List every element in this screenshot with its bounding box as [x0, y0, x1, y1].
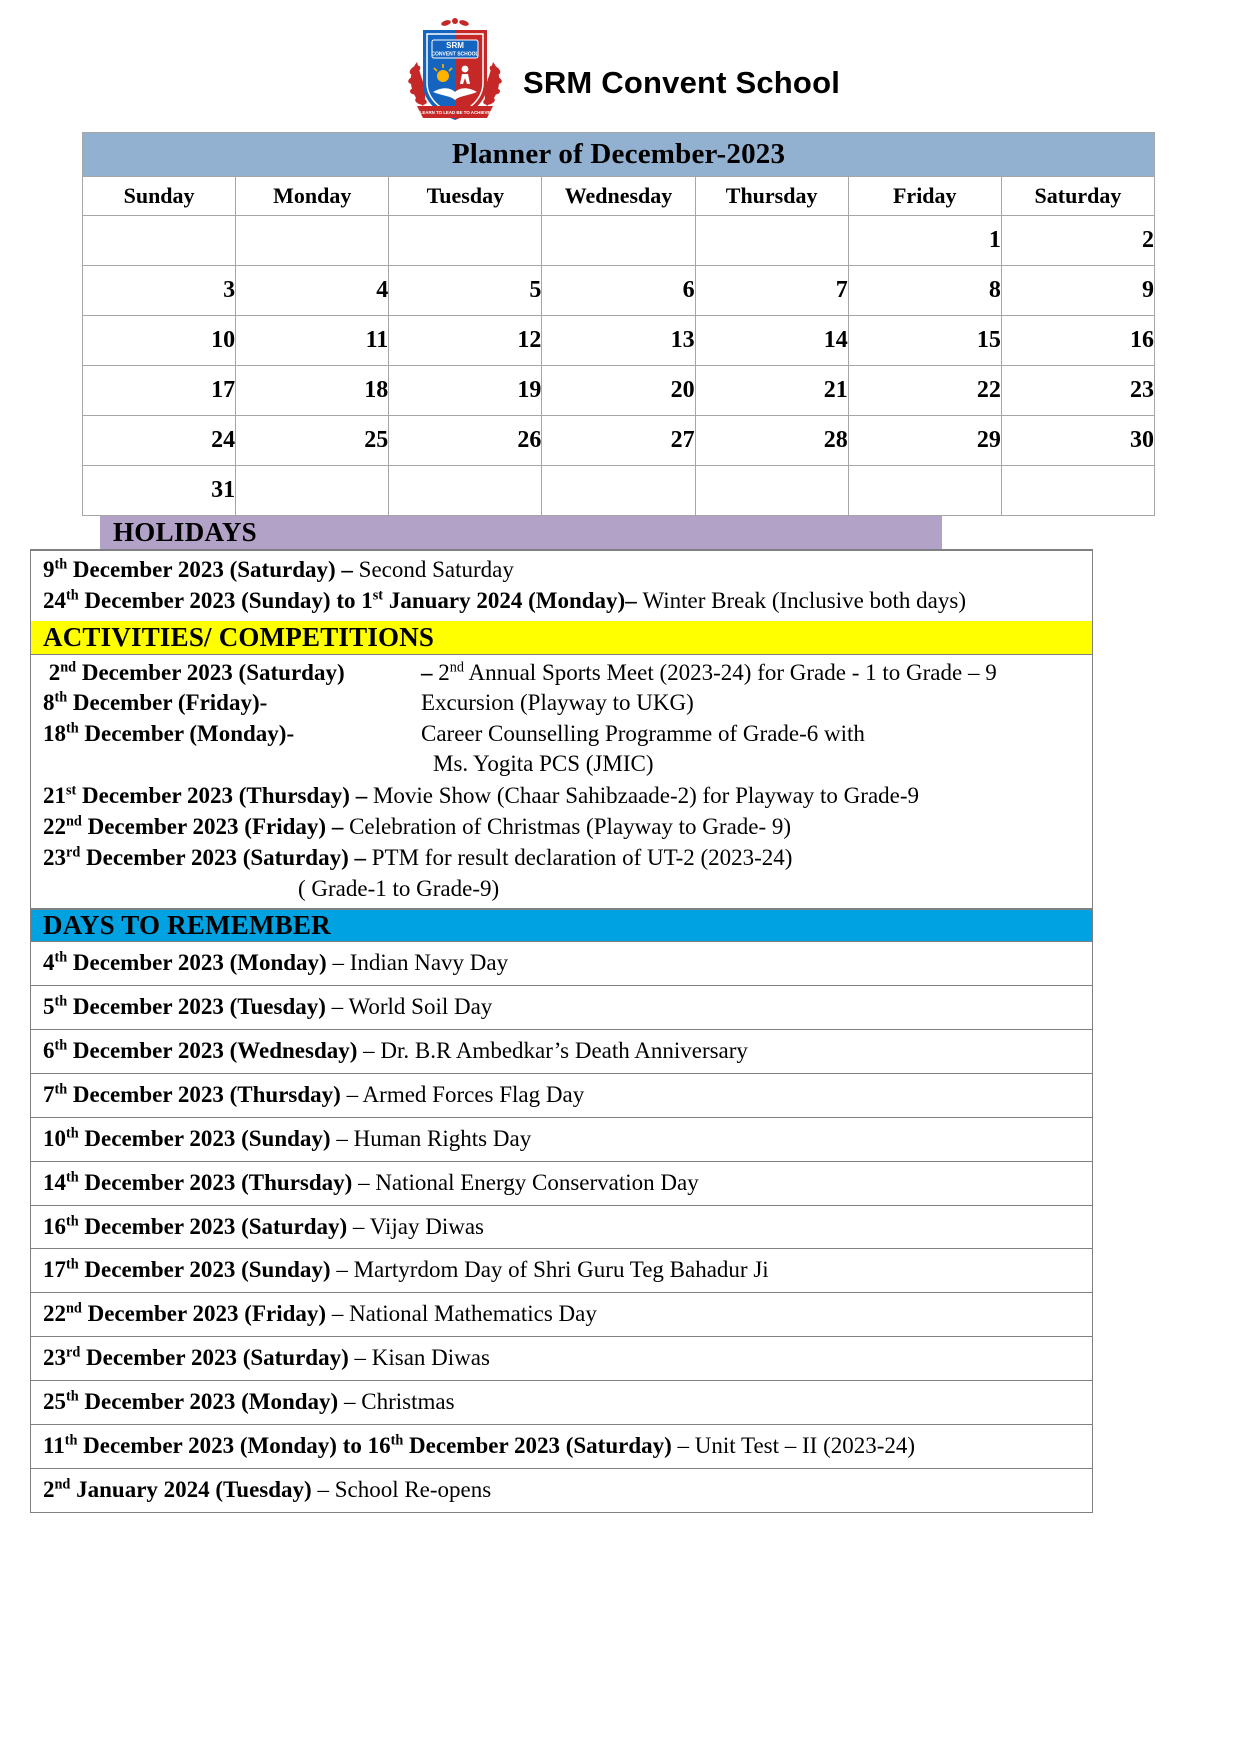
day-to-remember-row [31, 942, 1092, 985]
calendar-day-cell-empty[interactable] [695, 216, 848, 266]
day-to-remember-separator: – [326, 950, 350, 976]
day-to-remember-separator: – [330, 1257, 354, 1283]
calendar-day-cell[interactable]: 25 [236, 416, 389, 466]
calendar-day-cell[interactable]: 12 [389, 316, 542, 366]
day-to-remember-row [31, 1205, 1092, 1249]
activity-item: 23rd December 2023 (Saturday) – PTM for result declaration of UT-2 (2023-24) [43, 844, 793, 871]
day-to-remember-name: Indian Navy Day [349, 950, 509, 976]
calendar-day-cell-empty[interactable] [542, 466, 695, 516]
day-to-remember-date: 23rd December 2023 (Saturday) [43, 1344, 349, 1371]
holidays-heading: HOLIDAYS [100, 516, 942, 549]
day-to-remember-separator: – [325, 994, 349, 1020]
calendar-week-row [83, 466, 1155, 516]
activity-item: 2nd December 2023 (Saturday) – 2nd Annual Sports Meet (2023-24) for Grade - 1 to Grade – 9 [48, 658, 997, 685]
holidays-list [31, 551, 1092, 621]
calendar-weekday-header: Saturday [1001, 177, 1154, 216]
day-to-remember-separator: – [317, 1476, 335, 1502]
school-crest-logo [401, 14, 509, 126]
day-to-remember-name: Martyrdom Day of Shri Guru Teg Bahadur Ji [353, 1257, 769, 1283]
calendar-day-cell[interactable]: 29 [848, 416, 1001, 466]
calendar-day-cell[interactable]: 14 [695, 316, 848, 366]
calendar-day-cell[interactable]: 21 [695, 366, 848, 416]
svg-text:CONVENT SCHOOL: CONVENT SCHOOL [431, 51, 479, 58]
calendar-title-row [83, 133, 1155, 177]
calendar-day-cell[interactable]: 15 [848, 316, 1001, 366]
day-to-remember-row [31, 1380, 1092, 1424]
calendar-day-cell[interactable]: 22 [848, 366, 1001, 416]
day-to-remember-row [31, 985, 1092, 1029]
day-to-remember-name: World Soil Day [348, 994, 493, 1020]
calendar-day-cell[interactable]: 6 [542, 266, 695, 316]
calendar-day-cell[interactable]: 5 [389, 266, 542, 316]
day-to-remember-name: School Re-opens [334, 1476, 492, 1502]
day-to-remember-name: Christmas [361, 1389, 455, 1415]
calendar-day-cell-empty[interactable] [848, 466, 1001, 516]
calendar-day-cell[interactable]: 9 [1001, 266, 1154, 316]
day-to-remember-date: 10th December 2023 (Sunday) [43, 1125, 331, 1151]
day-to-remember-separator: – [330, 1125, 354, 1151]
calendar-day-cell-empty[interactable] [542, 216, 695, 266]
day-to-remember-date: 16th December 2023 (Saturday) [43, 1212, 348, 1239]
calendar-weekday-header: Sunday [83, 177, 236, 216]
calendar-week-row [83, 266, 1155, 316]
calendar-weekday-header: Friday [848, 177, 1001, 216]
activity-item-continuation: ( Grade-1 to Grade-9) [298, 875, 500, 901]
calendar-day-cell[interactable]: 10 [83, 316, 236, 366]
calendar-weekday-header: Tuesday [389, 177, 542, 216]
calendar-day-cell-empty[interactable] [389, 466, 542, 516]
day-to-remember-date: 11th December 2023 (Monday) to 16th December 2023 (Saturday) [43, 1432, 678, 1459]
day-to-remember-separator: – [352, 1169, 376, 1195]
calendar-week-row [83, 416, 1155, 466]
calendar-day-cell[interactable]: 24 [83, 416, 236, 466]
day-to-remember-separator: – [340, 1081, 363, 1107]
day-to-remember-name: Kisan Diwas [371, 1345, 490, 1371]
day-to-remember-row [31, 1073, 1092, 1117]
calendar-day-cell[interactable]: 11 [236, 316, 389, 366]
svg-text:SRM: SRM [446, 41, 464, 50]
day-to-remember-date: 22nd December 2023 (Friday) [43, 1300, 327, 1327]
calendar-day-cell-empty[interactable] [236, 216, 389, 266]
day-to-remember-name: National Mathematics Day [349, 1301, 597, 1327]
activities-heading: ACTIVITIES/ COMPETITIONS [31, 621, 1092, 655]
school-header [0, 0, 1241, 132]
day-to-remember-name: Unit Test – II (2023-24) [694, 1433, 916, 1459]
day-to-remember-name: National Energy Conservation Day [375, 1169, 699, 1195]
calendar-day-cell-empty[interactable] [1001, 466, 1154, 516]
day-to-remember-separator: – [677, 1433, 695, 1459]
day-to-remember-row [31, 1468, 1092, 1512]
day-to-remember-separator: – [338, 1389, 362, 1415]
calendar-weekday-header: Monday [236, 177, 389, 216]
calendar-weekday-row [83, 177, 1155, 216]
day-to-remember-date: 25th December 2023 (Monday) [43, 1388, 339, 1415]
calendar-day-cell[interactable]: 23 [1001, 366, 1154, 416]
calendar-day-cell[interactable]: 13 [542, 316, 695, 366]
day-to-remember-date: 6th December 2023 (Wednesday) [43, 1037, 358, 1063]
activity-item-continuation: Ms. Yogita PCS (JMIC) [433, 751, 654, 777]
activity-item: 22nd December 2023 (Friday) – Celebration of Christmas (Playway to Grade- 9) [43, 813, 792, 840]
day-to-remember-row [31, 1424, 1092, 1468]
day-to-remember-name: Vijay Diwas [369, 1213, 485, 1239]
day-to-remember-date: 2nd January 2024 (Tuesday) [43, 1476, 318, 1502]
calendar-day-cell[interactable]: 26 [389, 416, 542, 466]
day-to-remember-row [31, 1161, 1092, 1205]
day-to-remember-row [31, 1292, 1092, 1336]
calendar-title: Planner of December-2023 [83, 133, 1155, 177]
calendar-day-cell-empty[interactable] [83, 216, 236, 266]
calendar-day-cell[interactable]: 7 [695, 266, 848, 316]
day-to-remember-name: Armed Forces Flag Day [362, 1081, 585, 1107]
calendar-week-row [83, 366, 1155, 416]
calendar-weekday-header: Thursday [695, 177, 848, 216]
day-to-remember-date: 14th December 2023 (Thursday) [43, 1169, 353, 1195]
calendar-day-cell[interactable]: 18 [236, 366, 389, 416]
calendar-day-cell[interactable]: 8 [848, 266, 1001, 316]
calendar-day-cell[interactable]: 19 [389, 366, 542, 416]
calendar-day-cell-empty[interactable] [389, 216, 542, 266]
days-to-remember-list [31, 942, 1092, 1512]
calendar-day-cell[interactable]: 3 [83, 266, 236, 316]
days-to-remember-heading: DAYS TO REMEMBER [31, 908, 1092, 942]
calendar-day-cell[interactable]: 1 [848, 216, 1001, 266]
holidays-box [30, 549, 1093, 1513]
day-to-remember-separator: – [326, 1301, 350, 1327]
calendar-day-cell[interactable]: 16 [1001, 316, 1154, 366]
school-name: SRM Convent School [522, 65, 841, 100]
calendar-day-cell[interactable]: 30 [1001, 416, 1154, 466]
day-to-remember-separator: – [357, 1038, 381, 1063]
calendar-day-cell[interactable]: 31 [83, 466, 236, 516]
calendar-day-cell[interactable]: 20 [542, 366, 695, 416]
calendar-day-cell-empty[interactable] [236, 466, 389, 516]
calendar-day-cell[interactable]: 27 [542, 416, 695, 466]
calendar-weekday-header: Wednesday [542, 177, 695, 216]
day-to-remember-row [31, 1117, 1092, 1161]
svg-text:LEARN TO LEAD BE TO ACHIEVE: LEARN TO LEAD BE TO ACHIEVE [419, 110, 491, 115]
day-to-remember-date: 4th December 2023 (Monday) [43, 949, 327, 976]
day-to-remember-name: Human Rights Day [353, 1125, 532, 1151]
day-to-remember-row [31, 1336, 1092, 1380]
calendar-day-cell[interactable]: 4 [236, 266, 389, 316]
activity-item: 21st December 2023 (Thursday) – Movie Show (Chaar Sahibzaade-2) for Playway to Grade-9 [43, 782, 920, 808]
calendar-container [0, 132, 1241, 516]
calendar-week-row [83, 216, 1155, 266]
day-to-remember-date: 7th December 2023 (Thursday) [43, 1081, 341, 1107]
day-to-remember-date: 17th December 2023 (Sunday) [43, 1256, 331, 1283]
calendar-week-row [83, 316, 1155, 366]
activity-item: 8th December (Friday)- Excursion (Playway to UKG) [43, 689, 694, 716]
day-to-remember-separator: – [348, 1345, 372, 1371]
day-to-remember-separator: – [347, 1213, 370, 1239]
calendar-day-cell[interactable]: 28 [695, 416, 848, 466]
day-to-remember-row [31, 1248, 1092, 1292]
activity-item: 18th December (Monday)- Career Counselling Programme of Grade-6 with [43, 720, 865, 746]
calendar-day-cell[interactable]: 17 [83, 366, 236, 416]
calendar-day-cell[interactable]: 2 [1001, 216, 1154, 266]
calendar-day-cell-empty[interactable] [695, 466, 848, 516]
activities-list [31, 655, 1092, 909]
day-to-remember-date: 5th December 2023 (Tuesday) [43, 993, 326, 1020]
day-to-remember-row [31, 1029, 1092, 1073]
day-to-remember-name: Dr. B.R Ambedkar’s Death Anniversary [380, 1038, 748, 1063]
month-calendar-table [82, 132, 1155, 516]
holiday-item: 9th December 2023 (Saturday) – Second Saturday [43, 556, 514, 582]
holiday-item: 24th December 2023 (Sunday) to 1st January 2024 (Monday)– Winter Break (Inclusive both days) [43, 587, 966, 614]
